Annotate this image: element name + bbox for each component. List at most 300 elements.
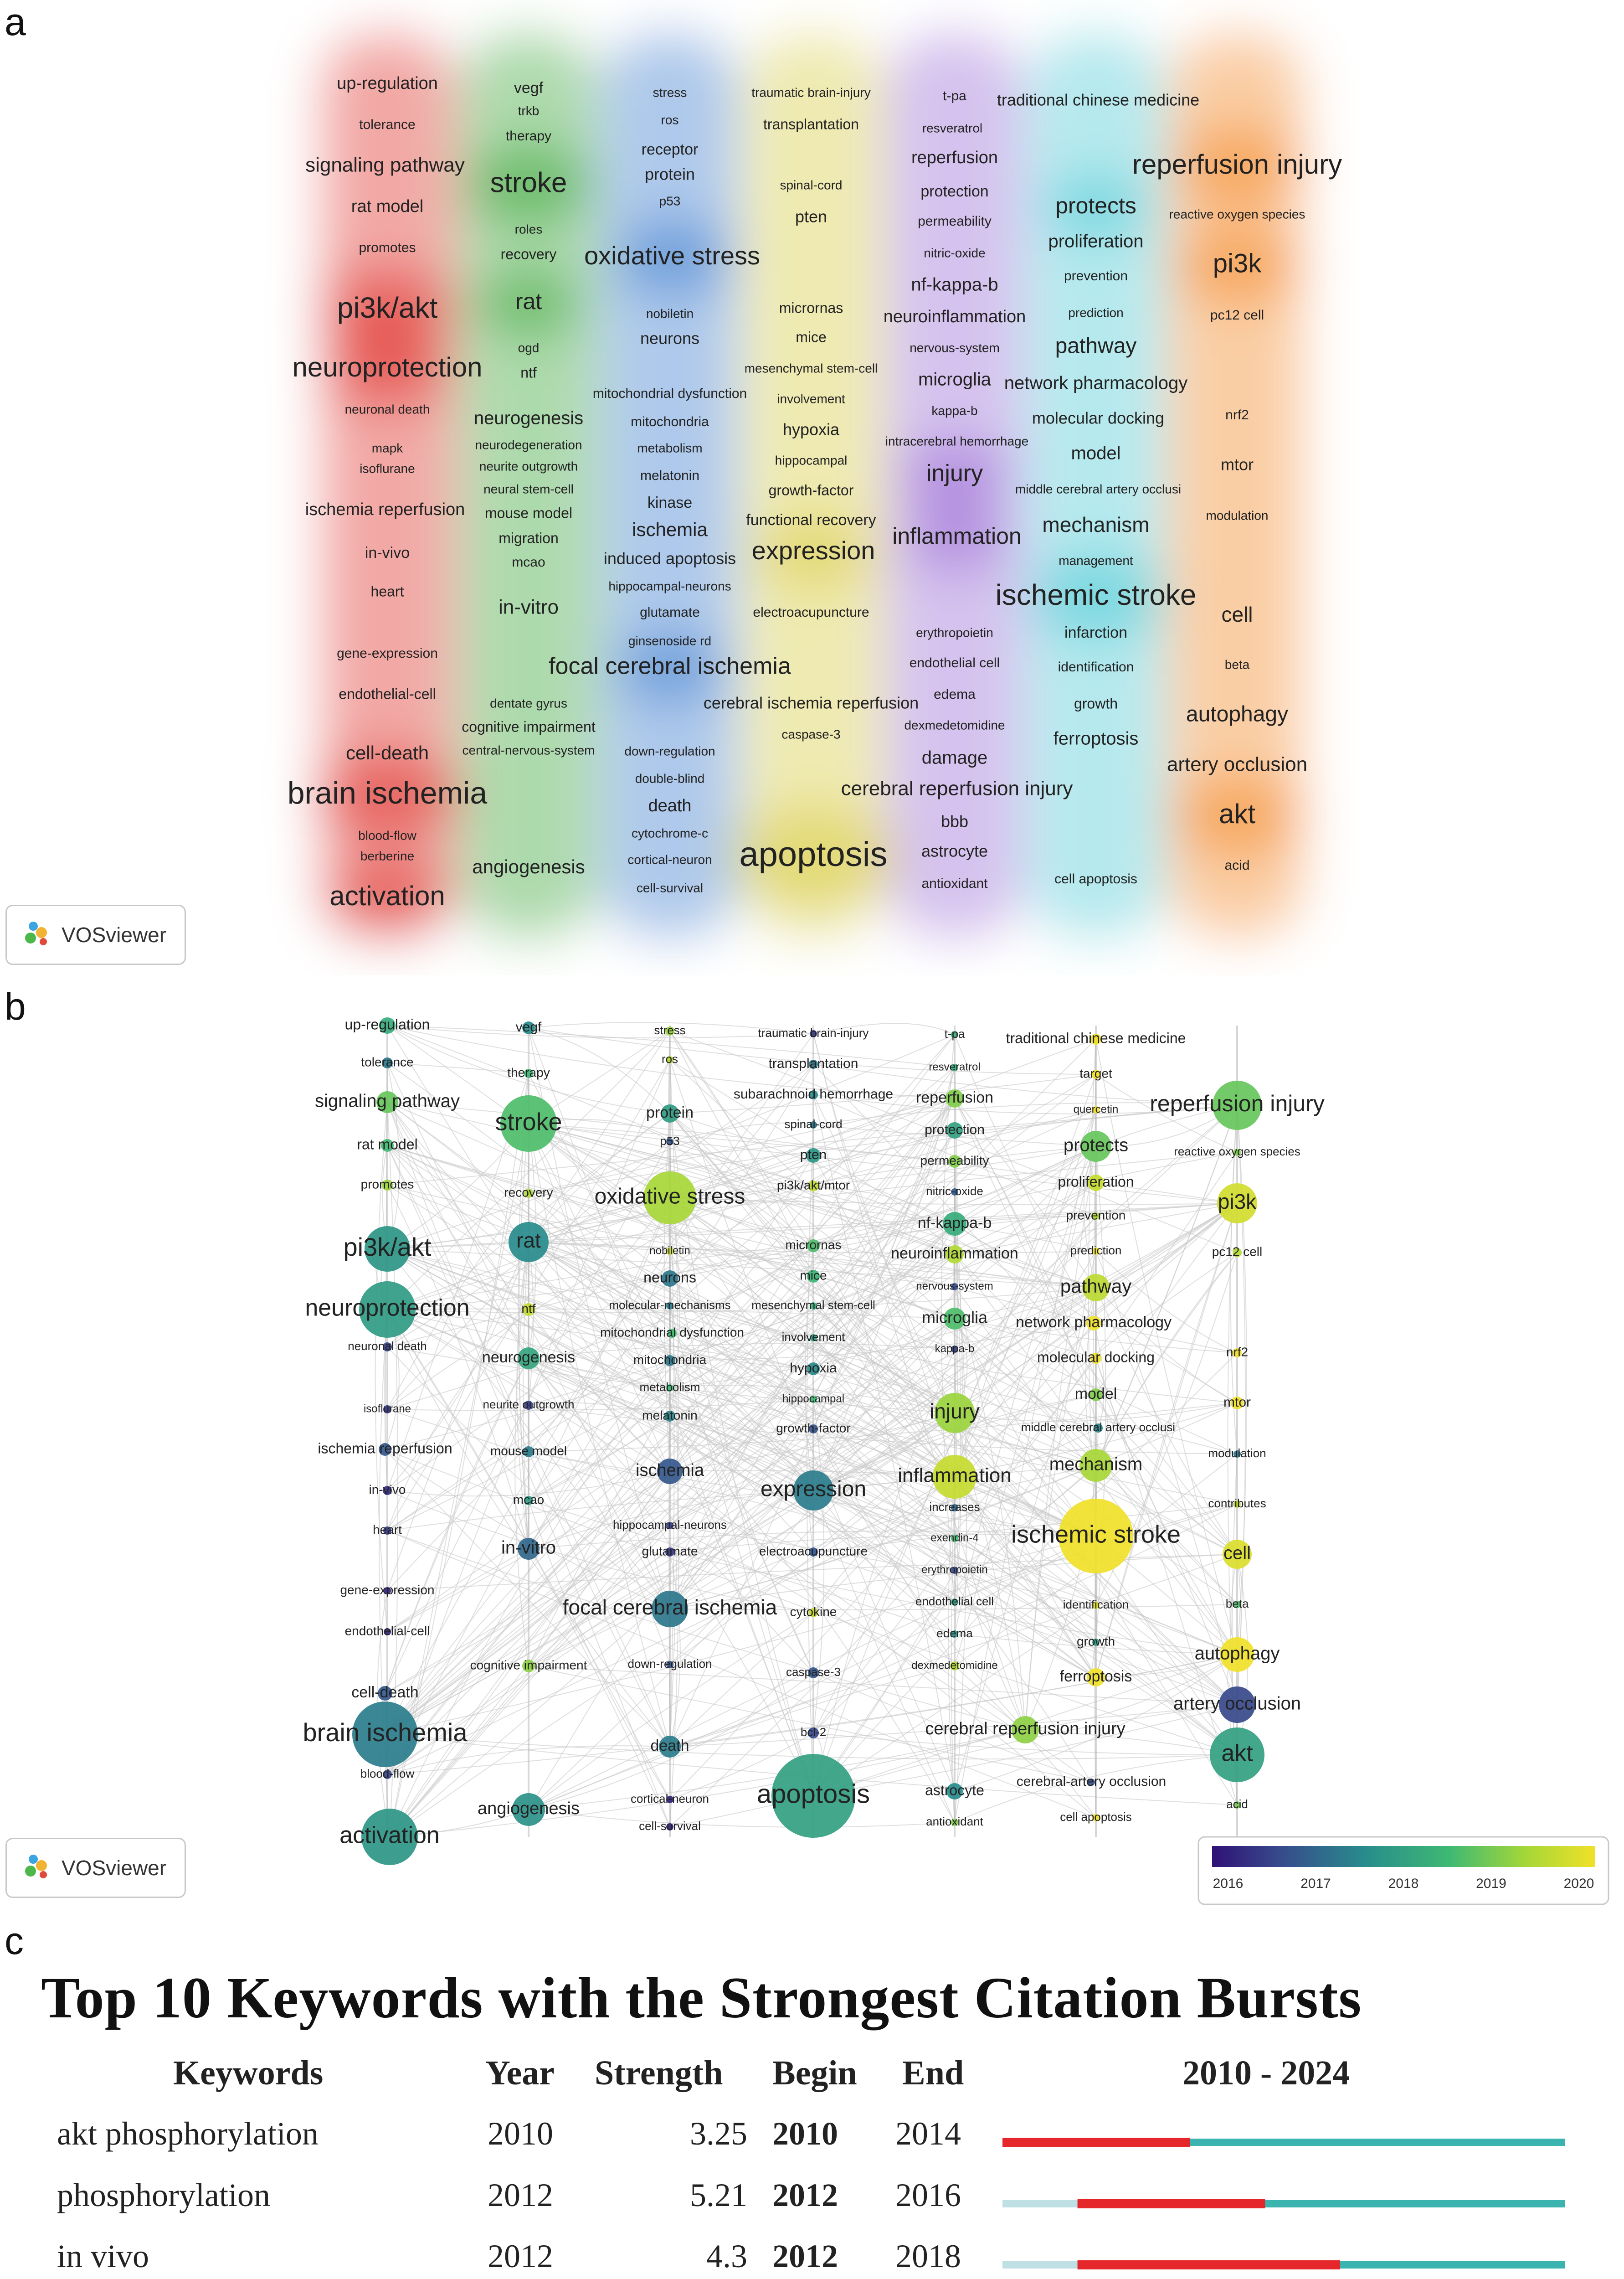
density-label-protection: protection [920,182,989,200]
node-label-traditional-chinese-medicine: traditional chinese medicine [1006,1030,1186,1047]
node-label-spinal-cord: spinal-cord [784,1117,843,1131]
density-label-neurogenesis: neurogenesis [473,408,584,428]
density-label-neuroinflammation: neuroinflammation [883,307,1026,327]
density-label-ferroptosis: ferroptosis [1053,728,1139,749]
density-label-recovery: recovery [500,246,557,263]
density-label-inflammation: inflammation [892,523,1022,549]
node-label-metabolism: metabolism [639,1380,700,1394]
node-label-cortical-neuron: cortical-neuron [631,1791,709,1805]
node-label-bcl-2: bcl-2 [800,1725,827,1739]
density-label-cell-apoptosis: cell apoptosis [1054,871,1137,887]
density-label-therapy: therapy [505,128,552,144]
density-label-pi3k-akt: pi3k/akt [337,291,438,324]
node-label-neuroinflammation: neuroinflammation [891,1244,1018,1262]
node-label-ischemic-stroke: ischemic stroke [1011,1521,1181,1548]
keyword-cell: akt phosphorylation [57,2115,319,2152]
density-label-mice: mice [796,329,827,345]
column-header-keywords: Keywords [173,2054,324,2092]
density-label-akt: akt [1218,798,1256,829]
node-label-increases: increases [929,1500,980,1514]
node-label-isoflurane: isoflurane [363,1402,411,1415]
density-label-middle-cerebral-artery-occlusi: middle cerebral artery occlusi [1015,482,1182,496]
node-label-protection: protection [925,1122,985,1137]
node-label-cytokine: cytokine [790,1604,837,1619]
density-label-intracerebral-hemorrhage: intracerebral hemorrhage [885,434,1029,449]
density-label-isoflurane: isoflurane [360,461,415,476]
node-label-cerebral-reperfusion-injury: cerebral reperfusion injury [925,1719,1125,1739]
density-label-spinal-cord: spinal-cord [780,178,843,192]
column-header-year: Year [485,2054,555,2092]
density-label-activation: activation [329,880,445,911]
keyword-network [0,980,1624,1914]
density-label-neurite-outgrowth: neurite outgrowth [479,459,578,474]
node-label-nitric-oxide: nitric-oxide [926,1184,983,1198]
node-label-target: target [1079,1066,1112,1081]
node-label-therapy: therapy [507,1065,550,1080]
node-label-caspase-3: caspase-3 [786,1665,841,1679]
citation-bursts-table [0,1960,1624,2279]
node-label-protects: protects [1063,1135,1129,1155]
density-label-angiogenesis: angiogenesis [472,856,585,878]
density-label-reperfusion-injury: reperfusion injury [1132,149,1342,180]
density-label-functional-recovery: functional recovery [746,511,876,529]
node-label-down-regulation: down-regulation [627,1656,712,1671]
density-label-antioxidant: antioxidant [921,876,988,891]
density-label-down-regulation: down-regulation [624,744,715,758]
node-label-reperfusion-injury: reperfusion injury [1150,1091,1325,1117]
density-label-kinase: kinase [647,494,693,511]
node-label-hippocampal-neurons: hippocampal-neurons [612,1517,727,1531]
density-label-oxidative-stress: oxidative stress [584,241,760,270]
node-label-pc12-cell: pc12 cell [1212,1244,1263,1259]
density-label-metabolism: metabolism [637,441,703,455]
density-label-nf-kappa-b: nf-kappa-b [911,274,998,295]
node-label-neuronal-death: neuronal death [348,1339,427,1353]
node-label-beta: beta [1225,1596,1249,1610]
density-label-induced-apoptosis: induced apoptosis [603,549,736,568]
year-gradient-bar [1212,1846,1595,1867]
strength-cell: 3.25 [690,2115,747,2152]
density-label-caspase-3: caspase-3 [781,727,841,742]
keyword-cell: phosphorylation [57,2176,270,2213]
density-label-receptor: receptor [641,140,699,158]
density-label-heart: heart [370,583,404,600]
node-label-edema: edema [936,1626,973,1640]
node-label-prevention: prevention [1066,1208,1126,1222]
density-label-mitochondrial-dysfunction: mitochondrial dysfunction [592,386,747,401]
density-label-melatonin: melatonin [640,468,700,483]
density-label-mtor: mtor [1221,455,1254,474]
density-label-brain-ischemia: brain ischemia [287,775,488,810]
node-label-cell-death: cell-death [351,1683,419,1701]
density-label-dentate-gyrus: dentate gyrus [490,696,567,711]
vosviewer-logo-icon [23,1852,53,1884]
end-cell: 2016 [895,2176,961,2213]
density-label-cell-death: cell-death [345,742,429,764]
node-label-nobiletin: nobiletin [649,1244,690,1257]
node-label-ischemia: ischemia [636,1461,704,1480]
node-label-growth: growth [1076,1634,1115,1649]
legend-tick-2018: 2018 [1388,1876,1419,1891]
density-label-hypoxia: hypoxia [782,420,840,439]
column-header-begin: Begin [772,2054,857,2092]
density-label-nrf2: nrf2 [1225,407,1249,423]
density-label-stress: stress [653,85,687,100]
density-label-transplantation: transplantation [763,116,859,133]
node-label-traumatic-brain-injury: traumatic brain-injury [758,1026,869,1040]
node-label-mouse-model: mouse model [490,1444,567,1458]
node-label-endothelial-cell: endothelial cell [915,1594,994,1608]
node-label-reperfusion: reperfusion [915,1088,994,1106]
density-label-cerebral-ischemia-reperfusion: cerebral ischemia reperfusion [703,693,919,712]
density-label-neuroprotection: neuroprotection [292,351,483,382]
node-label-promotes: promotes [360,1177,414,1191]
node-label-neuroprotection: neuroprotection [305,1294,470,1321]
node-label-resveratrol: resveratrol [929,1061,981,1073]
node-label-astrocyte: astrocyte [925,1782,984,1799]
node-label-expression: expression [760,1477,867,1501]
density-label-edema: edema [934,686,976,702]
density-label-roles: roles [514,222,543,237]
density-label-microglia: microglia [918,369,992,390]
density-label-mapk: mapk [371,441,403,455]
node-label-injury: injury [930,1399,980,1423]
column-header-range: 2010 - 2024 [1182,2054,1350,2092]
density-label-gene-expression: gene-expression [337,645,438,661]
legend-tick-2019: 2019 [1476,1876,1506,1891]
burst-timeline [1002,2251,1574,2279]
end-cell: 2018 [895,2238,961,2274]
density-label-neurons: neurons [640,329,700,348]
density-label-hippocampal-neurons: hippocampal-neurons [608,579,731,593]
density-label-reperfusion: reperfusion [911,148,998,168]
begin-cell: 2012 [772,2238,838,2274]
density-label-pi3k: pi3k [1213,248,1262,278]
node-label-identification: identification [1063,1597,1129,1611]
density-label-up-regulation: up-regulation [337,74,438,93]
density-label-mesenchymal-stem-cell: mesenchymal stem-cell [744,361,878,376]
keyword-cell: in vivo [57,2238,149,2274]
node-label-involvement: involvement [781,1330,845,1344]
density-label-growth-factor: growth-factor [768,482,854,499]
node-label-mechanism: mechanism [1049,1454,1143,1475]
node-label-signaling-pathway: signaling pathway [315,1091,460,1111]
node-label-neurite-outgrowth: neurite outgrowth [483,1397,575,1411]
burst-timeline [1002,2129,1574,2156]
node-label-hippocampal: hippocampal [782,1392,845,1405]
node-label-quercetin: quercetin [1073,1103,1119,1116]
node-label-mesenchymal-stem-cell: mesenchymal stem-cell [751,1298,875,1312]
node-label-inflammation: inflammation [898,1464,1012,1487]
density-label-cytochrome-c: cytochrome-c [631,826,709,840]
node-label-network-pharmacology: network pharmacology [1015,1313,1172,1331]
density-label-proliferation: proliferation [1048,231,1144,252]
density-label-nitric-oxide: nitric-oxide [924,246,986,260]
end-cell: 2014 [895,2115,961,2152]
density-label-identification: identification [1058,659,1134,675]
density-label-glutamate: glutamate [640,604,700,620]
density-label-protein: protein [644,165,695,184]
density-label-artery-occlusion: artery occlusion [1167,753,1308,776]
node-label-nrf2: nrf2 [1226,1345,1249,1359]
density-label-ginsenoside-rd: ginsenoside rd [628,634,712,648]
node-label-oxidative-stress: oxidative stress [594,1184,745,1209]
density-label-network-pharmacology: network pharmacology [1004,373,1188,393]
node-label-endothelial-cell: endothelial-cell [344,1624,430,1638]
node-label-ischemia-reperfusion: ischemia reperfusion [318,1440,452,1457]
year-cell: 2012 [488,2238,553,2274]
vosviewer-label: VOSviewer [62,923,167,947]
density-label-permeability: permeability [918,213,992,229]
density-label-nervous-system: nervous-system [910,340,1000,355]
node-label-subarachnoid-hemorrhage: subarachnoid hemorrhage [733,1086,894,1102]
density-label-trkb: trkb [518,103,540,118]
density-label-dexmedetomidine: dexmedetomidine [904,718,1005,732]
node-label-middle-cerebral-artery-occlusi: middle cerebral artery occlusi [1021,1420,1176,1434]
node-label-cerebral-artery-occlusion: cerebral-artery occlusion [1016,1774,1167,1789]
column-header-strength: Strength [595,2054,723,2092]
year-cell: 2010 [488,2115,553,2152]
node-label-akt: akt [1221,1740,1253,1767]
density-label-berberine: berberine [360,849,415,863]
node-label-focal-cerebral-ischemia: focal cerebral ischemia [562,1595,777,1619]
node-label-hypoxia: hypoxia [790,1360,837,1376]
density-label-endothelial-cell: endothelial-cell [339,686,436,702]
node-label-modulation: modulation [1208,1446,1266,1460]
node-label-melatonin: melatonin [642,1408,698,1423]
vosviewer-logo-icon [23,919,53,951]
density-label-resveratrol: resveratrol [922,121,983,135]
node-label-neurons: neurons [643,1269,696,1286]
density-label-traumatic-brain-injury: traumatic brain-injury [751,85,871,100]
begin-cell: 2012 [772,2176,838,2213]
strength-cell: 4.3 [706,2238,747,2274]
density-label-hippocampal: hippocampal [775,453,848,468]
density-label-focal-cerebral-ischemia: focal cerebral ischemia [549,653,791,680]
density-map [0,0,1624,975]
node-label-mice: mice [800,1268,827,1283]
node-label-mcao: mcao [513,1492,545,1507]
density-label-mouse-model: mouse model [484,505,573,521]
node-label-erythropoietin: erythropoietin [921,1563,988,1576]
panel-b-letter: b [5,985,26,1028]
node-label-autophagy: autophagy [1194,1643,1280,1664]
node-label-nervous-system: nervous-system [916,1280,993,1293]
node-label-cell: cell [1223,1543,1251,1563]
table-title: Top 10 Keywords with the Strongest Citation Bursts [41,1965,1362,2030]
density-label-p53: p53 [659,194,681,208]
burst-timeline [1002,2190,1574,2217]
density-label-cell: cell [1221,603,1253,627]
density-label-neural-stem-cell: neural stem-cell [483,482,574,496]
node-label-pten: pten [800,1147,827,1162]
density-label-promotes: promotes [359,240,416,255]
panel-a-letter: a [5,0,26,43]
density-label-cell-survival: cell-survival [636,881,704,895]
density-label-migration: migration [499,530,559,547]
node-label-nf-kappa-b: nf-kappa-b [917,1214,992,1232]
node-label-antioxidant: antioxidant [926,1814,983,1828]
density-label-rat: rat [515,289,542,315]
density-label-vegf: vegf [514,79,544,97]
burst-segment [1078,2199,1265,2208]
node-label-transplantation: transplantation [768,1056,858,1071]
legend-tick-2016: 2016 [1213,1876,1244,1891]
node-label-gene-expression: gene-expression [340,1583,435,1597]
vosviewer-badge-a [5,905,186,965]
node-label-neurogenesis: neurogenesis [482,1348,576,1366]
node-label-apoptosis: apoptosis [756,1779,870,1809]
density-label-cerebral-reperfusion-injury: cerebral reperfusion injury [841,777,1073,800]
node-label-pi3k-akt-mtor: pi3k/akt/mtor [776,1178,850,1192]
table-row [0,2115,1624,2176]
node-label-pi3k: pi3k [1218,1190,1257,1214]
density-label-rat-model: rat model [351,197,424,217]
density-label-central-nervous-system: central-nervous-system [462,743,595,758]
density-label-cognitive-impairment: cognitive impairment [462,718,596,735]
density-label-beta: beta [1224,657,1250,672]
density-label-endothelial-cell: endothelial cell [909,655,1000,670]
node-label-dexmedetomidine: dexmedetomidine [911,1659,998,1672]
node-label-up-regulation: up-regulation [344,1016,430,1033]
column-header-end: End [902,2054,964,2092]
node-label-prediction: prediction [1070,1243,1122,1257]
density-label-expression: expression [751,536,875,565]
density-label-cortical-neuron: cortical-neuron [627,852,712,867]
node-label-cell-survival: cell-survival [639,1819,701,1833]
year-legend [1198,1837,1609,1904]
node-label-micrornas: micrornas [785,1237,842,1252]
table-row [0,2238,1624,2279]
density-label-mitochondria: mitochondria [631,414,709,429]
node-label-angiogenesis: angiogenesis [478,1799,580,1819]
node-label-mitochondria: mitochondria [633,1352,707,1367]
density-label-apoptosis: apoptosis [739,835,888,874]
node-label-molecular-mechanisms: molecular-mechanisms [609,1298,731,1312]
density-label-in-vitro: in-vitro [498,596,559,619]
density-label-damage: damage [921,748,988,768]
panel-c-letter: c [5,1919,24,1962]
density-label-autophagy: autophagy [1186,702,1289,727]
density-label-pathway: pathway [1055,334,1137,358]
node-label-electroacupuncture: electroacupuncture [759,1544,868,1558]
density-label-neurodegeneration: neurodegeneration [475,438,582,452]
node-label-p53: p53 [660,1134,680,1148]
density-label-t-pa: t-pa [943,88,966,103]
node-label-cell-apoptosis: cell apoptosis [1060,1810,1132,1824]
node-label-rat: rat [516,1228,541,1253]
density-label-nobiletin: nobiletin [646,306,694,321]
node-label-acid: acid [1226,1797,1248,1811]
node-label-protein: protein [646,1103,694,1121]
node-label-ros: ros [661,1052,678,1066]
density-label-traditional-chinese-medicine: traditional chinese medicine [997,90,1200,109]
density-label-astrocyte: astrocyte [921,841,988,861]
node-label-artery-occlusion: artery occlusion [1173,1693,1301,1714]
node-label-reactive-oxygen-species: reactive oxygen species [1174,1144,1300,1158]
node-label-proliferation: proliferation [1058,1173,1134,1190]
density-label-bbb: bbb [940,812,969,831]
density-label-stroke: stroke [490,167,567,199]
burst-segment [1002,2138,1190,2147]
begin-cell: 2010 [772,2115,838,2152]
node-label-pi3k-akt: pi3k/akt [343,1232,432,1261]
density-label-signaling-pathway: signaling pathway [305,154,465,176]
density-label-ischemic-stroke: ischemic stroke [995,578,1197,611]
density-label-growth: growth [1074,695,1118,712]
node-label-vegf: vegf [515,1019,542,1035]
node-label-activation: activation [339,1822,440,1849]
density-label-mechanism: mechanism [1042,513,1150,537]
node-label-blood-flow: blood-flow [360,1766,415,1780]
density-label-erythropoietin: erythropoietin [916,625,993,640]
density-label-infarction: infarction [1064,624,1127,641]
strength-cell: 5.21 [690,2176,747,2213]
node-label-heart: heart [373,1522,402,1537]
density-label-electroacupuncture: electroacupuncture [753,604,869,620]
node-label-in-vivo: in-vivo [369,1482,406,1497]
node-label-recovery: recovery [504,1185,553,1200]
node-label-permeability: permeability [920,1153,989,1168]
density-label-tolerance: tolerance [359,117,416,132]
density-label-ros: ros [661,113,679,127]
node-label-cognitive-impairment: cognitive impairment [470,1658,587,1672]
density-label-protects: protects [1055,193,1136,219]
density-label-pten: pten [795,207,827,226]
node-label-t-pa: t-pa [944,1026,965,1041]
node-label-pathway: pathway [1060,1275,1132,1297]
density-label-management: management [1059,553,1133,568]
density-label-model: model [1071,443,1121,464]
node-label-kappa-b: kappa-b [935,1342,975,1355]
node-label-brain-ischemia: brain ischemia [303,1717,468,1747]
density-label-micrornas: micrornas [779,299,843,316]
density-label-ogd: ogd [518,340,540,355]
density-label-reactive-oxygen-species: reactive oxygen species [1169,207,1305,222]
density-label-modulation: modulation [1206,508,1269,523]
node-label-model: model [1074,1385,1117,1402]
density-label-prevention: prevention [1064,268,1128,284]
density-label-double-blind: double-blind [635,771,705,786]
node-label-tolerance: tolerance [361,1055,414,1069]
node-label-stress: stress [654,1023,686,1037]
density-label-molecular-docking: molecular docking [1032,408,1165,428]
node-label-rat-model: rat model [357,1136,418,1153]
density-label-acid: acid [1224,857,1250,873]
density-label-injury: injury [926,460,983,487]
density-label-pc12-cell: pc12 cell [1210,307,1264,323]
density-label-blood-flow: blood-flow [358,828,416,843]
node-label-molecular-docking: molecular docking [1037,1349,1155,1366]
burst-segment [1078,2260,1340,2269]
node-label-ferroptosis: ferroptosis [1059,1667,1132,1685]
table-row [0,2176,1624,2238]
legend-tick-2020: 2020 [1563,1876,1594,1891]
node-label-microglia: microglia [921,1308,988,1327]
density-label-prediction: prediction [1068,305,1124,320]
node-label-stroke: stroke [495,1108,562,1136]
density-label-in-vivo: in-vivo [365,544,410,562]
density-label-ntf: ntf [520,364,537,381]
density-label-mcao: mcao [512,554,545,570]
density-label-neuronal-death: neuronal death [344,402,430,417]
node-label-contributes: contributes [1208,1496,1266,1510]
node-label-ntf: ntf [521,1301,536,1316]
density-label-kappa-b: kappa-b [931,403,978,418]
density-label-involvement: involvement [777,392,845,406]
legend-tick-2017: 2017 [1300,1876,1331,1891]
node-label-glutamate: glutamate [642,1544,698,1558]
